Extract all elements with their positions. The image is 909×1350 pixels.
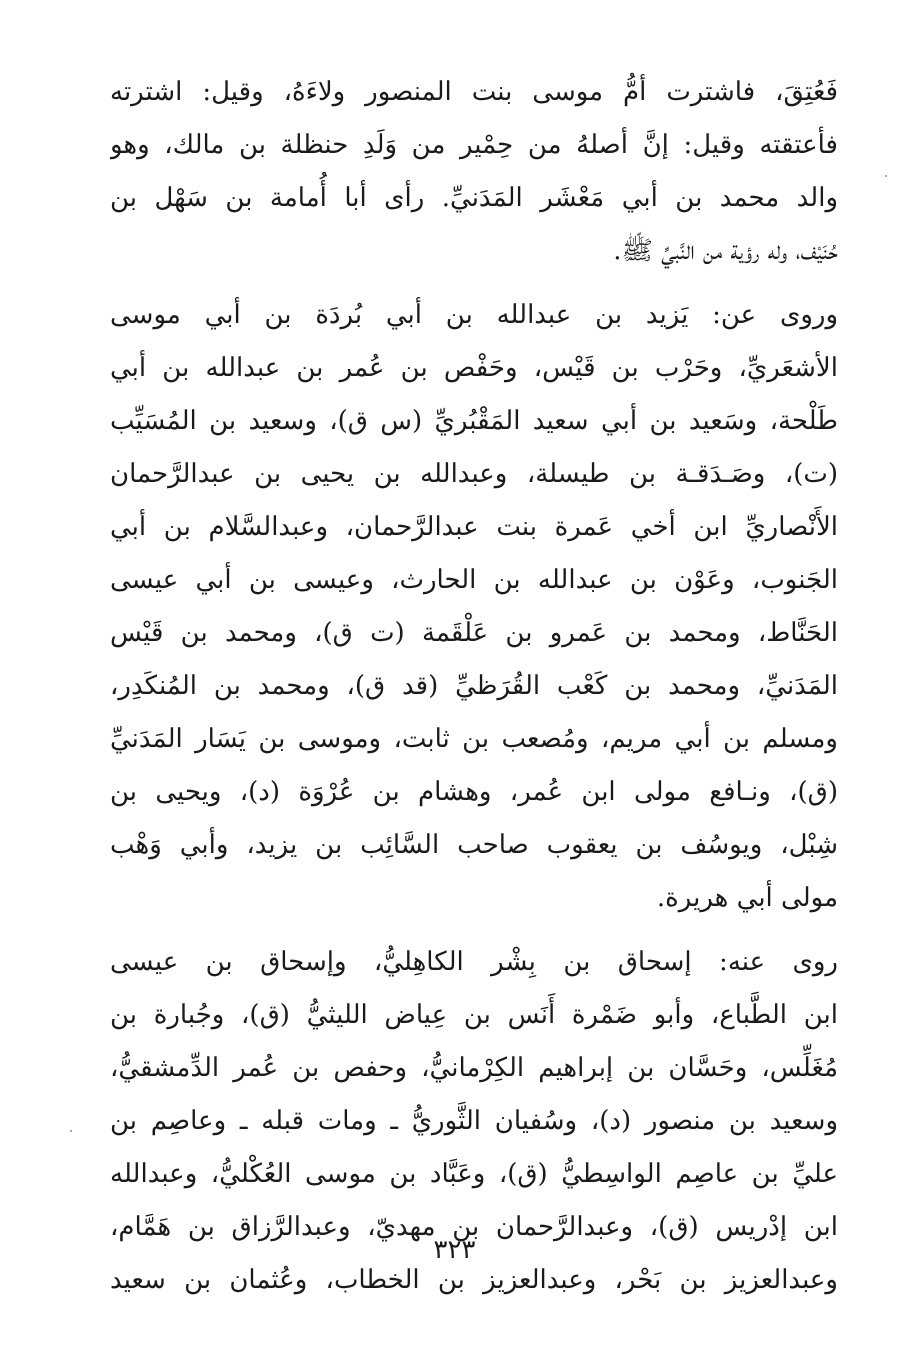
text-line: وعبدالعزيز بن بَحْر، وعبدالعزيز بن الخطاب، وعُثمان بن سعيد [110, 1265, 838, 1295]
text-line: الجَنوب، وعَوْن بن عبدالله بن الحارث، وعيسى بن أبي عيسى [110, 565, 838, 595]
text-line: الأَنْصاريِّ ابن أخي عَمرة بنت عبدالرَّحمان، وعبدالسَّلام بن أبي [110, 512, 838, 542]
text-line: شِبْل، ويوسُف بن يعقوب صاحب السَّائِب بن يزيد، وأبي وَهْب [110, 830, 838, 860]
scan-speck [70, 1130, 72, 1132]
text-line: (ت)، وصَـدَقـة بن طيسلة، وعبدالله بن يحيى بن عبدالرَّحمان [110, 459, 838, 489]
text-line: وسعيد بن منصور (د)، وسُفيان الثَّوريُّ ـ ومات قبله ـ وعاصِم بن [110, 1106, 838, 1136]
text-line: مُغَلِّس، وحَسَّان بن إبراهيم الكِرْمانيُّ، وحفص بن عُمر الدِّمشقيُّ، [110, 1053, 838, 1083]
scan-speck [885, 175, 887, 177]
text-line: حُنَيْف، وله رؤية من النَّبيِّ ﷺ. [613, 236, 838, 266]
text-line: والد محمد بن أبي مَعْشَر المَدَنيِّ. رأى أبا أُمامة بن سَهْل بن [110, 183, 838, 213]
text-line: فأعتقته وقيل: إنَّ أصلهُ من حِمْير من وَلَدِ حنظلة بن مالك، وهو [110, 130, 838, 160]
paragraph-gap [110, 925, 838, 936]
text-line: فَعُتِقَ، فاشترت أمُّ موسى بنت المنصور ولاءَهُ، وقيل: اشترته [110, 77, 838, 107]
paragraph-gap [110, 278, 838, 289]
page-number: ٣٢٣ [433, 1235, 476, 1265]
text-line: عليِّ بن عاصِم الواسِطيُّ (ق)، وعَبَّاد بن موسى العُكْليُّ، وعبدالله [110, 1159, 838, 1189]
text-line: المَدَنيِّ، ومحمد بن كَعْب القُرَظيِّ (قد ق)، ومحمد بن المُنكَدِر، [110, 671, 838, 701]
text-line: روى عنه: إسحاق بن بِشْر الكاهِليُّ، وإسحاق بن عيسى [110, 947, 838, 977]
text-line: طَلْحة، وسَعيد بن أبي سعيد المَقْبُريِّ (س ق)، وسعيد بن المُسَيِّب [110, 406, 838, 436]
text-line: ابن الطَّباع، وأبو ضَمْرة أَنَس بن عِياض الليثيُّ (ق)، وجُبارة بن [110, 1000, 838, 1030]
paragraph-2-narrated-from [110, 289, 838, 925]
text-line: ومسلم بن أبي مريم، ومُصعب بن ثابت، وموسى بن يَسَار المَدَنيِّ [110, 724, 838, 754]
page-body [110, 66, 838, 1307]
text-line: (ق)، ونـافع مولى ابن عُمر، وهشام بن عُرْوَة (د)، ويحيى بن [110, 777, 838, 807]
text-line: وروى عن: يَزيد بن عبدالله بن أبي بُردَة بن أبي موسى [110, 300, 838, 330]
text-line: الأشعَريِّ، وحَرْب بن قَيْس، وحَفْص بن عُمر بن عبدالله بن أبي [110, 353, 838, 383]
text-line: الحَنَّاط، ومحمد بن عَمرو بن عَلْقَمة (ت ق)، ومحمد بن قَيْس [110, 618, 838, 648]
text-line: ابن إدْريس (ق)، وعبدالرَّحمان بن مهديّ، وعبدالرَّزاق بن هَمَّام، [110, 1212, 838, 1242]
text-line: مولى أبي هريرة. [656, 883, 838, 913]
paragraph-1 [110, 66, 838, 278]
